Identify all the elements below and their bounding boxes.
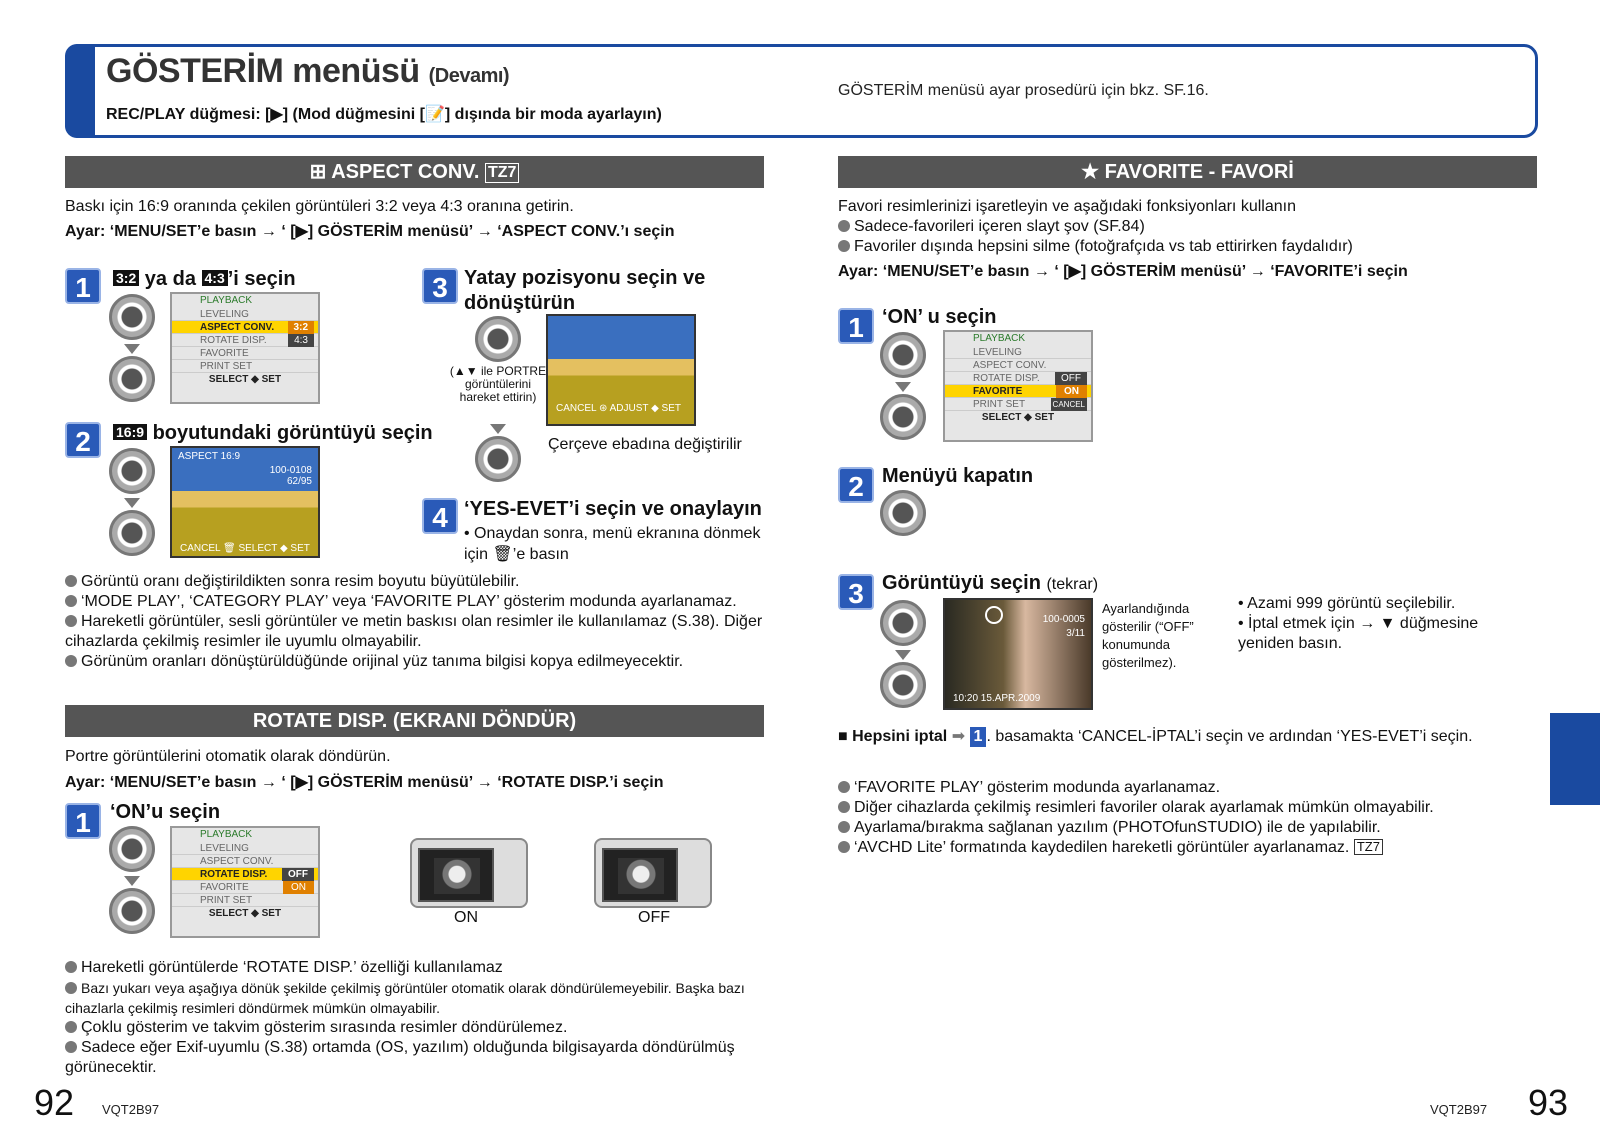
aspect-desc: Baskı için 16:9 oranında çekilen görüntüleri 3:2 veya 4:3 oranına getirin. xyxy=(65,198,574,215)
dial-icon xyxy=(880,490,926,536)
arrow-down-icon xyxy=(124,498,140,508)
arrow-down-icon xyxy=(124,344,140,354)
list-item: Çoklu gösterim ve takvim gösterim sırasında resimler döndürülemez. xyxy=(65,1018,785,1038)
page-number-left: 92 xyxy=(34,1082,75,1123)
list-item: Hareketli görüntüler, sesli görüntüler ve metin baskısı olan resimler ile kullanılamaz (S.38). Diğer cihazlarda çekilmiş resimler ile uyumlu olmayabilir. xyxy=(65,613,763,650)
favorite-ayar: Ayar: ‘MENU/SET’e basın → ‘ [▶] GÖSTERİM menüsü’ → ‘FAVORITE’i seçin xyxy=(838,263,1408,280)
page-number-right: 93 xyxy=(1528,1082,1569,1123)
tz7-badge: TZ7 xyxy=(1354,839,1383,855)
list-item: ‘FAVORITE PLAY’ gösterim modunda ayarlanamaz. xyxy=(838,778,1538,798)
menu-item-selected: ROTATE DISP. OFF xyxy=(172,868,318,881)
favorite-desc: Favori resimlerinizi işaretleyin ve aşağıdaki fonksiyonları kullanın xyxy=(838,198,1296,215)
aspect-ayar: Ayar: ‘MENU/SET’e basın → ‘ [▶] GÖSTERİM menüsü’ → ‘ASPECT CONV.’ı seçin xyxy=(65,223,675,240)
aspect-step4-title: ‘YES-EVET’i seçin ve onaylayın xyxy=(464,498,762,520)
favorite-section-bar: ★ FAVORITE - FAVORİ xyxy=(838,156,1537,188)
favorite-step2-title: Menüyü kapatın xyxy=(882,465,1034,487)
favorite-step1-number: 1 xyxy=(838,308,874,344)
tz7-badge: TZ7 xyxy=(485,163,519,183)
list-item: ‘AVCHD Lite’ formatında kaydedilen hareketli görüntüler ayarlanamaz. TZ7 xyxy=(838,838,1538,858)
rotate-step1-number: 1 xyxy=(65,803,101,839)
aspect-step1-title: 3:2 ya da 4:3 ’i seçin xyxy=(113,268,296,291)
list-item: Favoriler dışında hepsini silme (fotoğrafçıda vs tab ettirirken faydalıdır) xyxy=(838,237,1353,257)
list-item: Görünüm oranları dönüştürüldüğünde orijinal yüz tanıma bilgisi kopya edilmeyecektir. xyxy=(65,652,785,672)
playback-menu: PLAYBACK LEVELING ASPECT CONV. ROTATE DISP. OFF FAVORITE ON PRINT SET CANCEL SELECT ◆ SET xyxy=(943,330,1093,442)
list-item: Sadece eğer Exif-uyumlu (S.38) ortamda (OS, yazılım) olduğunda bilgisayarda döndürülmüş görünecektir. xyxy=(65,1039,735,1076)
aspect-step3-hint: (▲▼ ile PORTRE görüntülerini hareket ettirin) xyxy=(449,364,547,404)
dial-icon xyxy=(880,394,926,440)
arrow-down-icon xyxy=(895,650,911,660)
aspect-step4-number: 4 xyxy=(422,498,458,534)
rotate-step1-title: ‘ON’u seçin xyxy=(110,801,221,823)
list-item: Ayarlama/bırakma sağlanan yazılım (PHOTOfunSTUDIO) ile de yapılabilir. xyxy=(838,818,1538,838)
camera-on-illustration xyxy=(410,838,528,908)
menu-item-selected: FAVORITE ON xyxy=(945,385,1091,398)
favorite-step3-title: Görüntüyü seçin (tekrar) xyxy=(882,572,1099,594)
dial-icon xyxy=(475,436,521,482)
arrow-down-icon xyxy=(490,424,506,434)
aspect-preview-photo: ASPECT 16:9 100-0108 62/95 CANCEL 🗑 SELECT ◆ SET xyxy=(170,446,320,558)
camera-off-label: OFF xyxy=(638,909,670,926)
dial-icon xyxy=(475,316,521,362)
dial-icon xyxy=(109,294,155,340)
menu-item-selected: ASPECT CONV. 3:2 xyxy=(172,321,318,334)
rotate-notes xyxy=(65,958,785,1078)
favorite-side-note-2: • İptal etmek için → ▼ düğmesine yeniden basın. xyxy=(1238,615,1479,652)
camera-on-label: ON xyxy=(454,909,478,926)
side-tab xyxy=(1550,713,1600,805)
arrow-down-icon xyxy=(124,876,140,886)
dial-icon xyxy=(109,510,155,556)
favorite-photo: 100-0005 3/11 10:20 15.APR.2009 xyxy=(943,598,1093,710)
favorite-side-note-1: • Azami 999 görüntü seçilebilir. xyxy=(1238,595,1456,612)
favorite-step1-title: ‘ON’ u seçin xyxy=(882,306,997,328)
aspect-convert-photo: CANCEL ⊛ ADJUST ◆ SET xyxy=(546,314,696,426)
favorite-notes xyxy=(838,778,1538,858)
arrow-down-icon xyxy=(895,382,911,392)
aspect-step3-number: 3 xyxy=(422,268,458,304)
aspect-step3-caption: Çerçeve ebadına değiştirilir xyxy=(548,436,742,453)
page-title: GÖSTERİM menüsü (Devamı) xyxy=(106,52,510,90)
dial-icon xyxy=(880,662,926,708)
favorite-step3-number: 3 xyxy=(838,574,874,610)
rotate-section-bar: ROTATE DISP. (EKRANI DÖNDÜR) xyxy=(65,705,764,737)
aspect-notes xyxy=(65,572,785,672)
rotate-desc: Portre görüntülerini otomatik olarak döndürün. xyxy=(65,748,391,765)
dial-icon xyxy=(880,332,926,378)
dial-icon xyxy=(109,888,155,934)
playback-menu: PLAYBACK LEVELING ASPECT CONV. 3:2 ROTATE DISP. 4:3 FAVORITE PRINT SET SELECT ◆ SET xyxy=(170,292,320,404)
rotate-ayar: Ayar: ‘MENU/SET’e basın → ‘ [▶] GÖSTERİM menüsü’ → ‘ROTATE DISP.’i seçin xyxy=(65,774,664,791)
doc-code-left: VQT2B97 xyxy=(102,1102,160,1117)
list-item: Bazı yukarı veya aşağıya dönük şekilde çekilmiş görüntüler otomatik olarak döndürülemeyebilir. Başka bazı cihazlarla çekilmiş resimleri döndürmek mümkün olmayabilir. xyxy=(65,980,745,1016)
favorite-callout: Ayarlandığında gösterilir (“OFF” konumunda gösterilmez). xyxy=(1102,601,1194,670)
aspect-step2-number: 2 xyxy=(65,422,101,458)
list-item: Diğer cihazlarda çekilmiş resimleri favoriler olarak ayarlamak mümkün olmayabilir. xyxy=(838,798,1538,818)
favorite-star-icon xyxy=(985,606,1003,624)
header-note: GÖSTERİM menüsü ayar prosedürü için bkz. SF.16. xyxy=(838,82,1209,99)
aspect-step3-title: Yatay pozisyonu seçin ve dönüştürün xyxy=(464,267,706,314)
header-accent-bar xyxy=(65,44,95,138)
playback-menu: PLAYBACK LEVELING ASPECT CONV. ROTATE DISP. OFF FAVORITE ON PRINT SET SELECT ◆ SET xyxy=(170,826,320,938)
page-subtitle: REC/PLAY düğmesi: [▶] (Mod düğmesini [📝] dışında bir moda ayarlayın) xyxy=(106,106,662,123)
list-item: Sadece-favorileri içeren slayt şov (SF.84) xyxy=(838,217,1145,237)
doc-code-right: VQT2B97 xyxy=(1430,1102,1488,1117)
dial-icon xyxy=(880,600,926,646)
aspect-step4-note: • Onaydan sonra, menü ekranına dönmek için 🗑’e basın xyxy=(464,525,761,563)
arrow-right-icon: ➡ xyxy=(951,728,966,745)
list-item: ‘MODE PLAY’, ‘CATEGORY PLAY’ veya ‘FAVORITE PLAY’ gösterim modunda ayarlanamaz. xyxy=(65,592,785,612)
dial-icon xyxy=(109,448,155,494)
aspect-section-bar: ⊞ ASPECT CONV. TZ7 xyxy=(65,156,764,188)
dial-icon xyxy=(109,826,155,872)
aspect-icon: ⊞ xyxy=(309,161,327,183)
dial-icon xyxy=(109,356,155,402)
camera-off-illustration xyxy=(594,838,712,908)
aspect-step1-number: 1 xyxy=(65,268,101,304)
cancel-all-line: ■ Hepsini iptal ➡ 1 . basamakta ‘CANCEL-İPTAL’i seçin ve ardından ‘YES-EVET’i seçin. xyxy=(838,728,1473,745)
favorite-step2-number: 2 xyxy=(838,467,874,503)
list-item: Hareketli görüntülerde ‘ROTATE DISP.’ özelliği kullanılamaz xyxy=(65,958,785,978)
list-item: Görüntü oranı değiştirildikten sonra resim boyutu büyütülebilir. xyxy=(65,572,785,592)
aspect-step2-title: 16:9 boyutundaki görüntüyü seçin xyxy=(113,422,433,445)
